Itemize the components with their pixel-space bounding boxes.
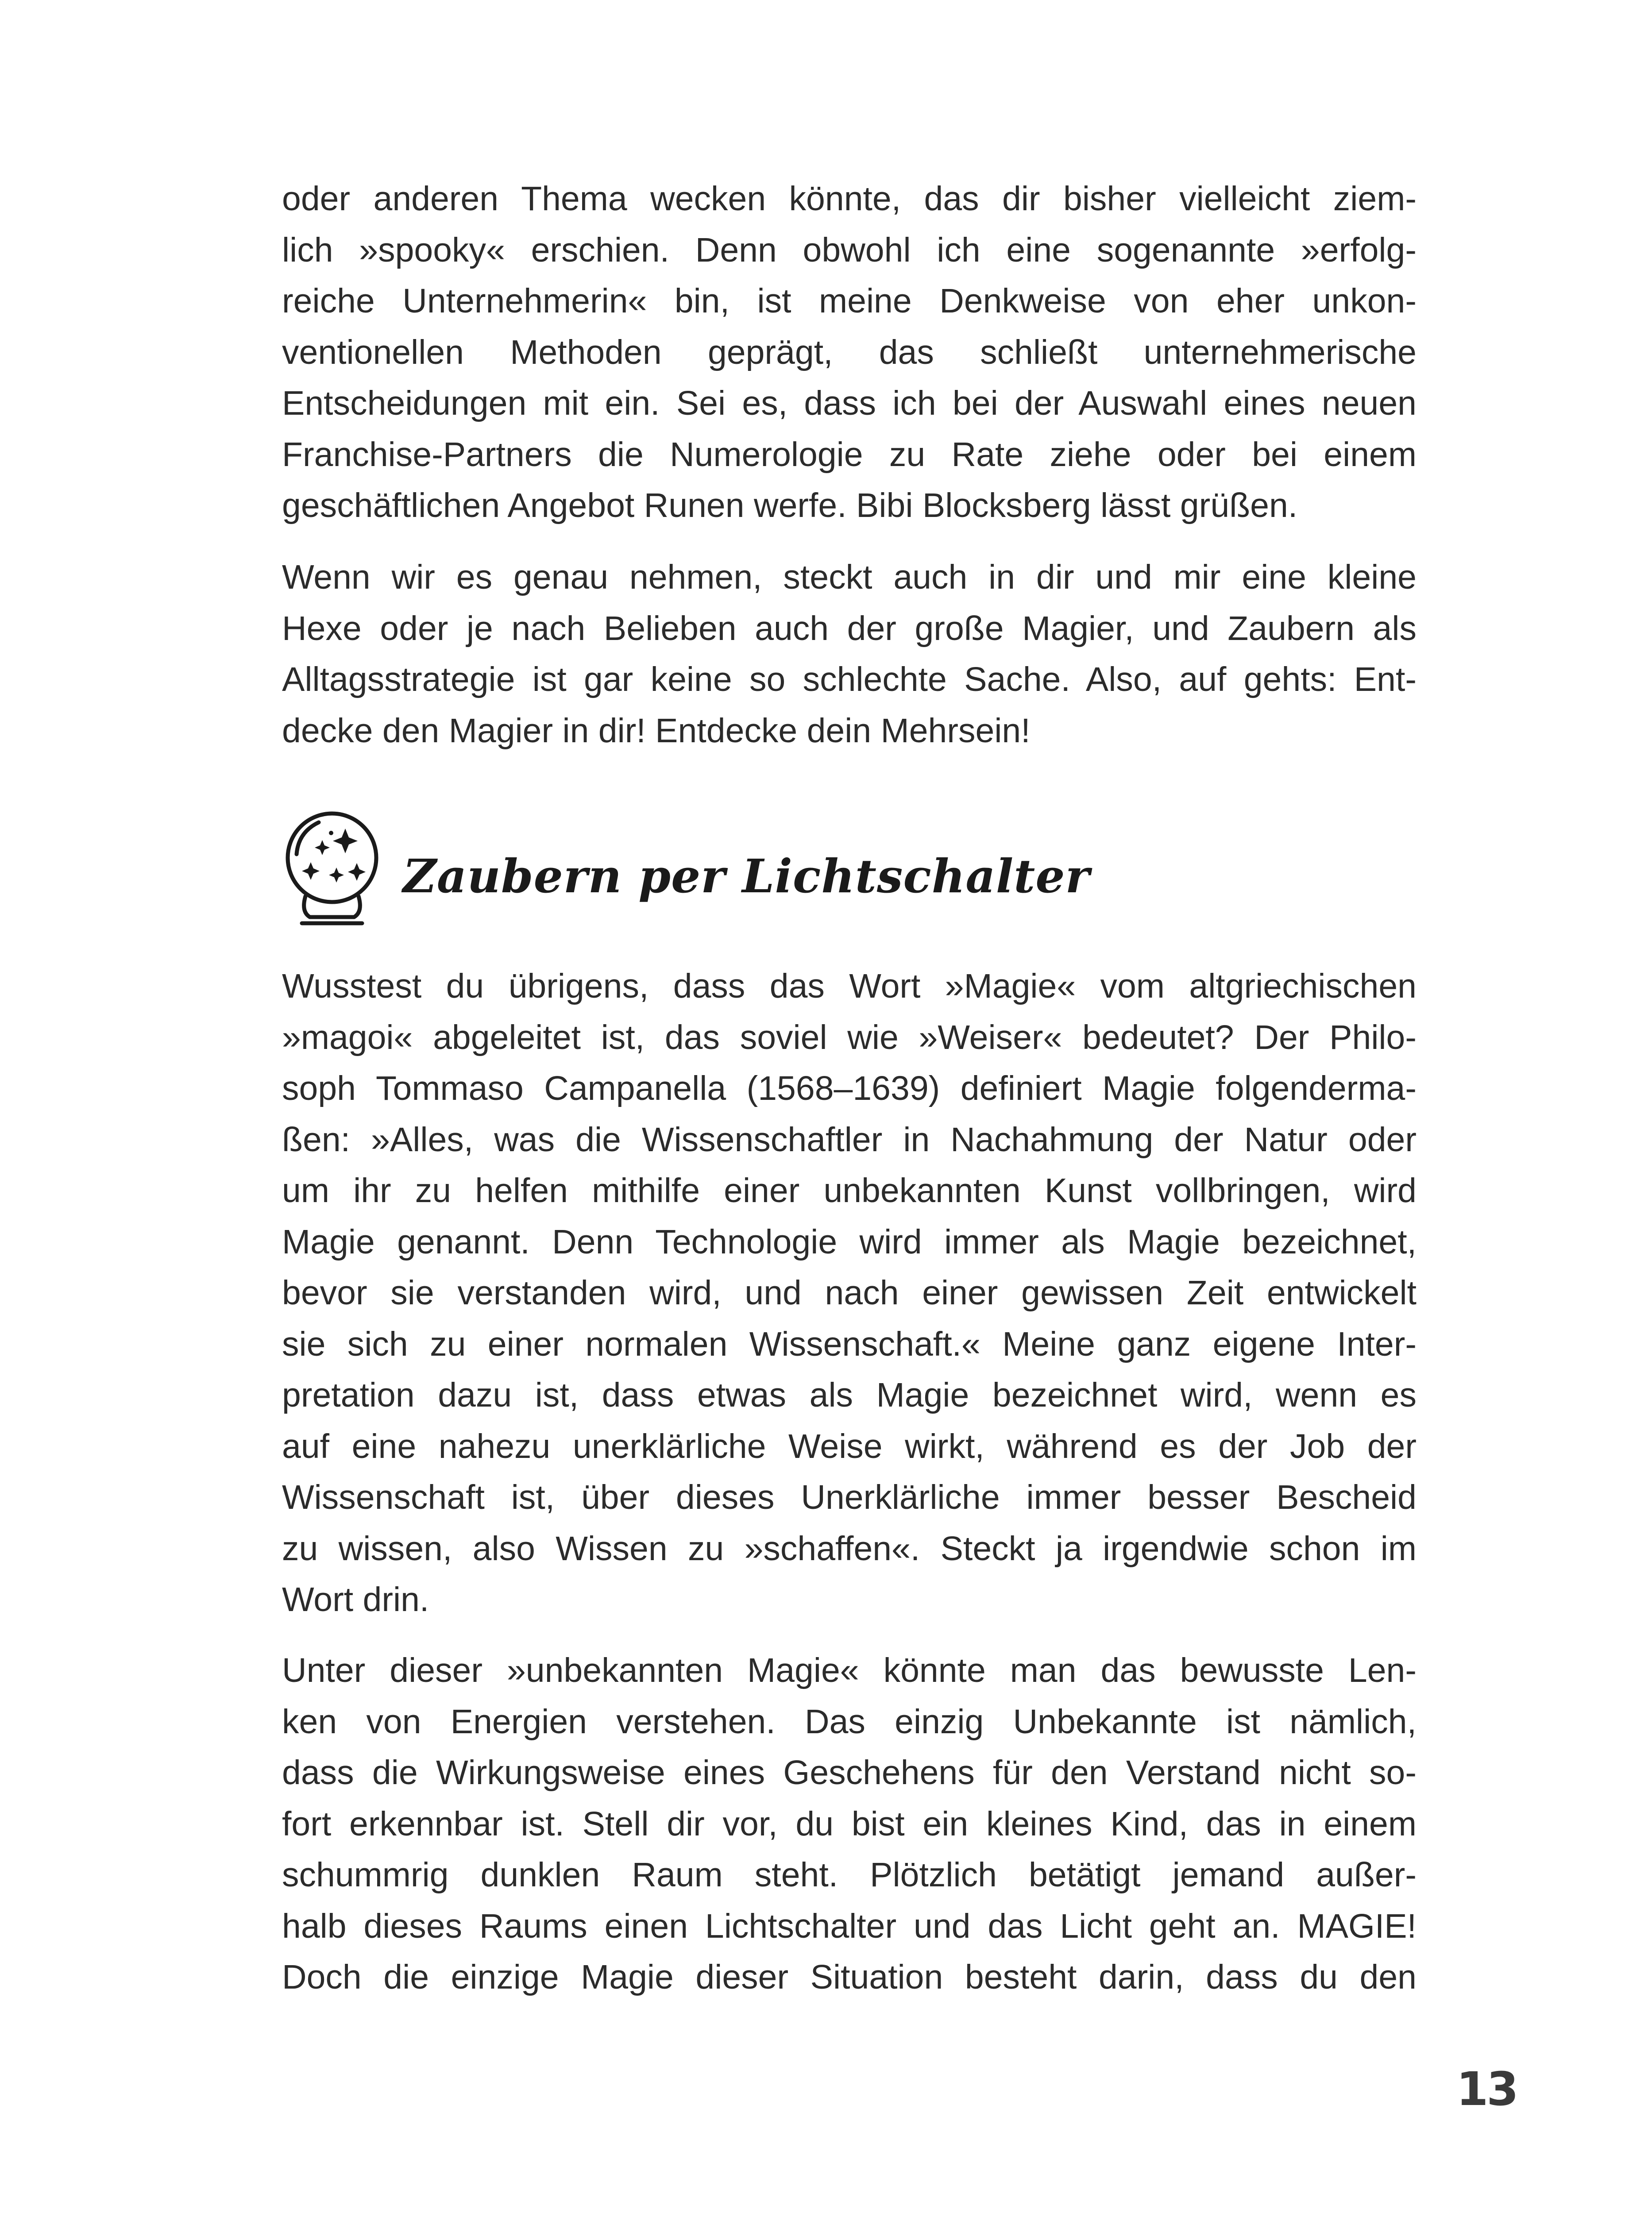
text-line: Unter dieser »unbekannten Magie« könnte man das bewusste Len- bbox=[282, 1651, 1417, 1689]
text-line: ßen: »Alles, was die Wissenschaftler in Nachahmung der Natur oder bbox=[282, 1120, 1417, 1159]
text-line: schummrig dunklen Raum steht. Plötzlich betätigt jemand außer- bbox=[282, 1856, 1417, 1894]
text-line: dass die Wirkungsweise eines Geschehens für den Verstand nicht so- bbox=[282, 1754, 1417, 1792]
text-line: Entscheidungen mit ein. Sei es, dass ich bei der Auswahl eines neuen bbox=[282, 384, 1417, 422]
section-title: Zaubern per Lichtschalter bbox=[403, 849, 1090, 903]
text-line: auf eine nahezu unerklärliche Weise wirkt, während es der Job der bbox=[282, 1427, 1417, 1465]
crystal-ball-icon bbox=[279, 806, 385, 929]
text-line: Franchise-Partners die Numerologie zu Rate ziehe oder bei einem bbox=[282, 435, 1417, 474]
text-line: soph Tommaso Campanella (1568–1639) definiert Magie folgenderma- bbox=[282, 1069, 1417, 1107]
paragraph-1 bbox=[282, 173, 1417, 532]
paragraph-3 bbox=[282, 961, 1417, 1626]
text-line: bevor sie verstanden wird, und nach einer gewissen Zeit entwickelt bbox=[282, 1274, 1417, 1312]
page-number: 13 bbox=[1456, 2062, 1517, 2116]
text-line: Doch die einzige Magie dieser Situation besteht darin, dass du den bbox=[282, 1958, 1417, 1996]
text-line: Hexe oder je nach Belieben auch der große Magier, und Zaubern als bbox=[282, 609, 1417, 648]
text-line: lich »spooky« erschien. Denn obwohl ich eine sogenannte »erfolg- bbox=[282, 231, 1417, 269]
text-line: sie sich zu einer normalen Wissenschaft.« Meine ganz eigene Inter- bbox=[282, 1325, 1417, 1363]
text-line: »magoi« abgeleitet ist, das soviel wie »Weiser« bedeutet? Der Philo- bbox=[282, 1018, 1417, 1056]
text-line: geschäftlichen Angebot Runen werfe. Bibi Blocksberg lässt grüßen. bbox=[282, 486, 1298, 524]
text-line: Magie genannt. Denn Technologie wird immer als Magie bezeichnet, bbox=[282, 1222, 1417, 1261]
section-heading bbox=[274, 806, 1425, 929]
text-line: Alltagsstrategie ist gar keine so schlechte Sache. Also, auf gehts: Ent- bbox=[282, 660, 1417, 698]
text-line: ken von Energien verstehen. Das einzig Unbekannte ist nämlich, bbox=[282, 1702, 1417, 1741]
text-line: Wissenschaft ist, über dieses Unerklärliche immer besser Bescheid bbox=[282, 1478, 1417, 1516]
text-line: Wort drin. bbox=[282, 1581, 429, 1619]
text-line: zu wissen, also Wissen zu »schaffen«. Steckt ja irgendwie schon im bbox=[282, 1529, 1417, 1568]
text-line: Wenn wir es genau nehmen, steckt auch in dir und mir eine kleine bbox=[282, 558, 1417, 596]
text-line: um ihr zu helfen mithilfe einer unbekannten Kunst vollbringen, wird bbox=[282, 1172, 1417, 1210]
text-line: fort erkennbar ist. Stell dir vor, du bist ein kleines Kind, das in einem bbox=[282, 1804, 1417, 1843]
text-line: ventionellen Methoden geprägt, das schließt unternehmerische bbox=[282, 333, 1417, 371]
text-line: reiche Unternehmerin« bin, ist meine Denkweise von eher unkon- bbox=[282, 282, 1417, 320]
text-line: pretation dazu ist, dass etwas als Magie bezeichnet wird, wenn es bbox=[282, 1376, 1417, 1414]
paragraph-4 bbox=[282, 1645, 1417, 2003]
paragraph-2 bbox=[282, 552, 1417, 756]
text-line: Wusstest du übrigens, dass das Wort »Magie« vom altgriechischen bbox=[282, 967, 1417, 1005]
text-line: halb dieses Raums einen Lichtschalter und das Licht geht an. MAGIE! bbox=[282, 1907, 1417, 1945]
text-line: oder anderen Thema wecken könnte, das dir bisher vielleicht ziem- bbox=[282, 180, 1417, 218]
text-line: decke den Magier in dir! Entdecke dein Mehrsein! bbox=[282, 711, 1031, 750]
